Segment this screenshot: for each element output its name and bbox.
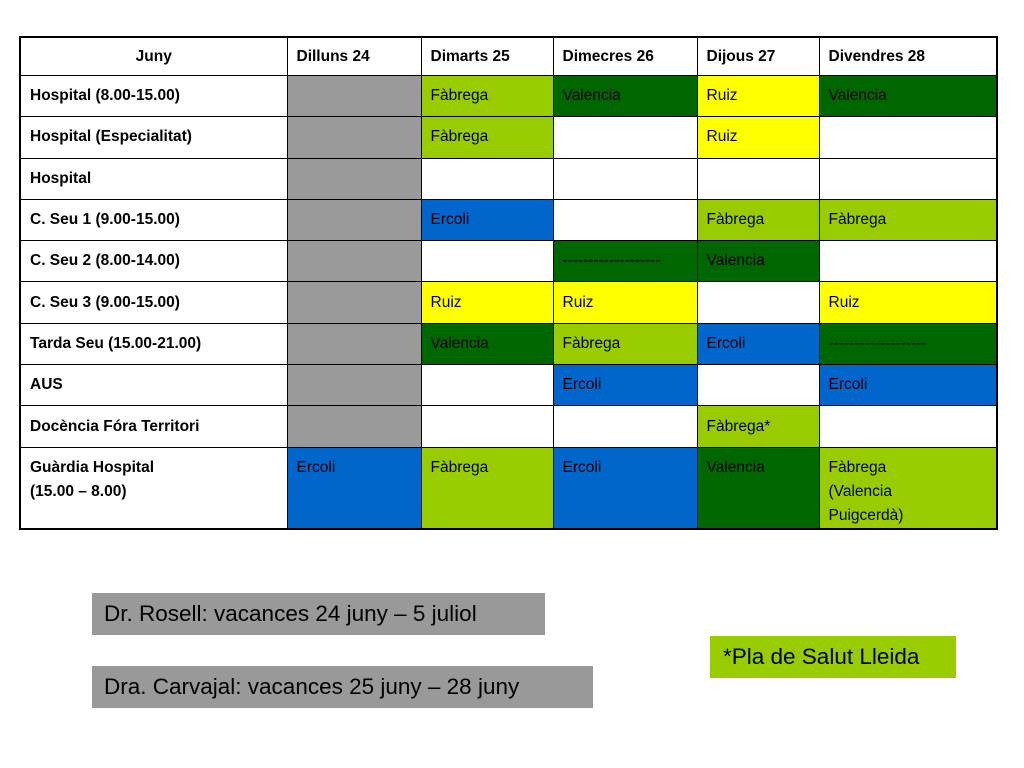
schedule-cell: Ercoli [819,365,997,406]
guardia-cell-wed: Ercoli [553,447,697,529]
schedule-cell [287,76,421,117]
header-row [20,37,997,76]
header-day-tue: Dimarts 25 [421,37,553,76]
schedule-cell [819,241,997,282]
schedule-cell: ------------------- [819,323,997,364]
schedule-cell: Fàbrega* [697,406,819,447]
schedule-cell [421,241,553,282]
schedule-cell: Ruiz [697,76,819,117]
row-label: Docència Fóra Territori [20,406,287,447]
guardia-cell-mon: Ercoli [287,447,421,529]
schedule-cell [287,117,421,158]
schedule-cell: Valencia [553,76,697,117]
header-month: Juny [20,37,287,76]
schedule-cell: Fàbrega [697,199,819,240]
schedule-cell [697,282,819,323]
schedule-cell: Fàbrega [553,323,697,364]
row-label [20,447,287,529]
guardia-cell-fri [819,447,997,529]
schedule-cell: Fàbrega [421,76,553,117]
schedule-cell: Ercoli [697,323,819,364]
schedule-cell: Ercoli [421,199,553,240]
schedule-cell [553,199,697,240]
schedule-cell [553,158,697,199]
schedule-cell: Ruiz [421,282,553,323]
schedule-cell: Ruiz [819,282,997,323]
guardia-fri-line: Fàbrega [828,458,887,476]
table-row [20,199,997,240]
schedule-cell: ------------------- [553,241,697,282]
schedule-cell: Valencia [819,76,997,117]
vacation-note-rosell: Dr. Rosell: vacances 24 juny – 5 juliol [92,593,545,635]
footnote-pla-salut: *Pla de Salut Lleida [710,636,956,678]
guardia-fri-line: (Valencia [828,482,892,500]
row-label-line: (15.00 – 8.00) [30,482,127,500]
schedule-cell [287,158,421,199]
schedule-cell [553,406,697,447]
schedule-cell: Valencia [697,241,819,282]
schedule-cell [287,365,421,406]
guardia-fri-line: Puigcerdà) [828,506,904,524]
schedule-cell [287,241,421,282]
table-row [20,365,997,406]
row-label: AUS [20,365,287,406]
row-label: Hospital (Especialitat) [20,117,287,158]
header-day-mon: Dilluns 24 [287,37,421,76]
schedule-cell: Ercoli [553,365,697,406]
schedule-cell [287,282,421,323]
schedule-cell: Valencia [421,323,553,364]
guardia-cell-tue: Fàbrega [421,447,553,529]
schedule-cell: Ruiz [697,117,819,158]
schedule-cell: Fàbrega [819,199,997,240]
schedule-cell [421,365,553,406]
table-row [20,76,997,117]
schedule-cell [421,406,553,447]
row-label: Hospital [20,158,287,199]
row-label: C. Seu 1 (9.00-15.00) [20,199,287,240]
table-row [20,241,997,282]
schedule-cell [287,199,421,240]
schedule-cell: Ruiz [553,282,697,323]
schedule-cell [421,158,553,199]
header-day-wed: Dimecres 26 [553,37,697,76]
schedule-cell [697,365,819,406]
table-row-guardia [20,447,997,529]
table-row [20,117,997,158]
row-label: C. Seu 3 (9.00-15.00) [20,282,287,323]
row-label: Hospital (8.00-15.00) [20,76,287,117]
table-row [20,323,997,364]
schedule-cell [697,158,819,199]
table-row [20,406,997,447]
row-label: C. Seu 2 (8.00-14.00) [20,241,287,282]
schedule-table [19,36,998,530]
header-day-fri: Divendres 28 [819,37,997,76]
schedule-cell [553,117,697,158]
schedule-cell [287,406,421,447]
table-row [20,158,997,199]
vacation-note-carvajal: Dra. Carvajal: vacances 25 juny – 28 juny [92,666,593,708]
schedule-cell [287,323,421,364]
schedule-cell: Fàbrega [421,117,553,158]
row-label-line: Guàrdia Hospital [30,458,155,476]
row-label: Tarda Seu (15.00-21.00) [20,323,287,364]
table-row [20,282,997,323]
schedule-cell [819,117,997,158]
guardia-cell-thu: Valencia [697,447,819,529]
schedule-cell [819,158,997,199]
header-day-thu: Dijous 27 [697,37,819,76]
schedule-cell [819,406,997,447]
